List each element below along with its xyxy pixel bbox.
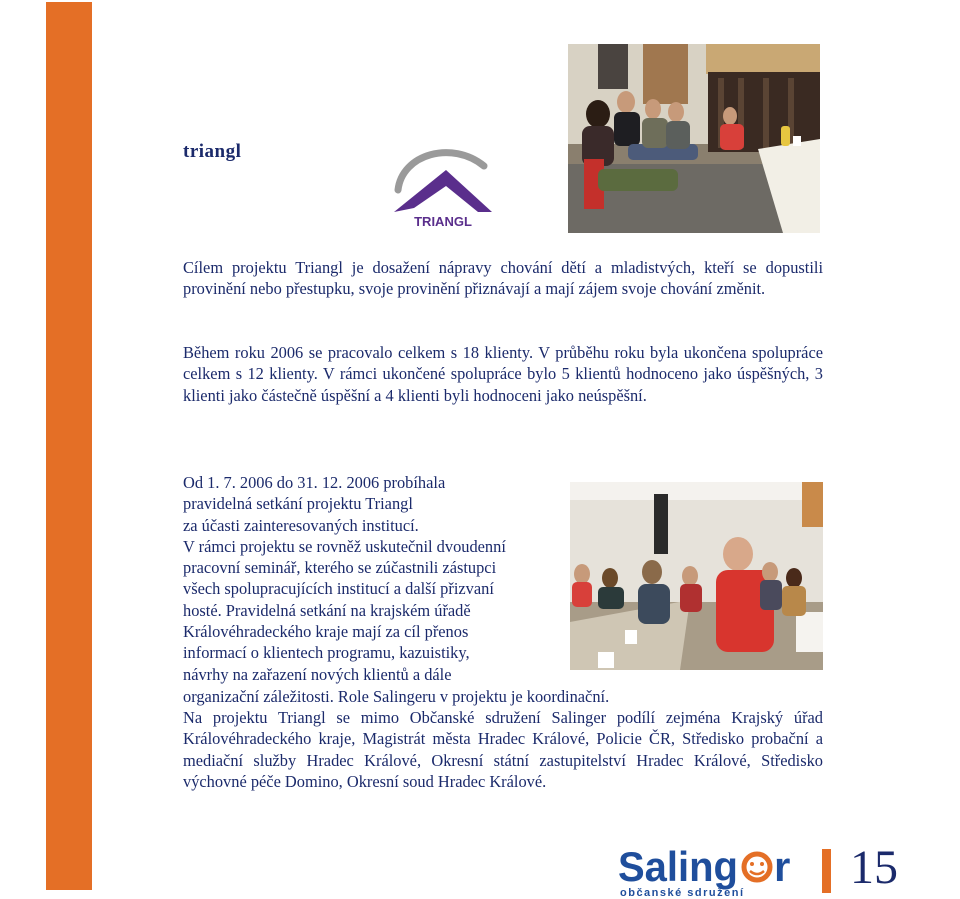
footer-divider [822,849,831,893]
orange-side-bar [46,2,92,890]
paragraph-partners: Na projektu Triangl se mimo Občanské sdružení Salinger podílí zejména Krajský úřad Královéhradeckého kraje, Magistrát města Hradec Králové, Policie ČR, Středisko probační a mediační služby Hradec Králové, Okresní státní zastupitelství Hradec Králové, Středisko výchovné péče Domino, Okresní soud Hradec Králové. [183,708,823,791]
page-title: triangl [183,141,242,162]
paragraph-project-goal: Cílem projektu Triangl je dosažení nápravy chování dětí a mladistvých, kteří se dopustili provinění nebo přestupku, svoje provinění přiznávají a mají zájem svoje chování změnit. [183,258,823,299]
triangl-logo-text: TRIANGL [414,214,472,229]
text-line: návrhy na zařazení nových klientů a dále [183,664,452,684]
salinger-logo-text-end: r [774,843,791,890]
text-line: za účasti zainteresovaných institucí. [183,515,419,535]
paragraph-meetings [183,472,563,685]
text-line: informací o klientech programu, kazuistiky, [183,643,470,663]
salinger-logo [618,843,804,898]
text-line: Od 1. 7. 2006 do 31. 12. 2006 probíhala [183,473,446,492]
text-line: všech spolupracujících institucí a další přizvaní [183,579,494,599]
salinger-logo-text: Saling [618,843,738,890]
paragraph-coordination: organizační záležitosti. Role Salingeru v projektu je koordinační. [183,687,610,706]
text-line: Královéhradeckého kraje mají za cíl přenos [183,622,469,642]
meeting-photo-1 [568,44,820,233]
meeting-photo-2 [570,482,823,670]
smiley-icon [744,854,770,880]
text-line: pracovní seminář, kterého se zúčastnili zástupci [183,558,497,578]
text-line: pravidelná setkání projektu Triangl [183,494,413,514]
paragraph-2006-results: Během roku 2006 se pracovalo celkem s 18 klienty. V průběhu roku byla ukončena spolupráce celkem s 12 klienty. V rámci ukončené spolupráce bylo 5 klientů hodnoceno jako úspěšných, 3 klienti jako částečně úspěšní a 4 klienti byli hodnoceni jako neúspěšní. [183,343,823,405]
text-line: hosté. Pravidelná setkání na krajském úřadě [183,600,471,620]
page-number: 15 [850,841,898,894]
text-line: V rámci projektu se rovněž uskutečnil dvoudenní [183,536,506,556]
salinger-logo-subtitle: občanské sdružení [620,887,745,898]
triangl-logo [384,140,502,232]
